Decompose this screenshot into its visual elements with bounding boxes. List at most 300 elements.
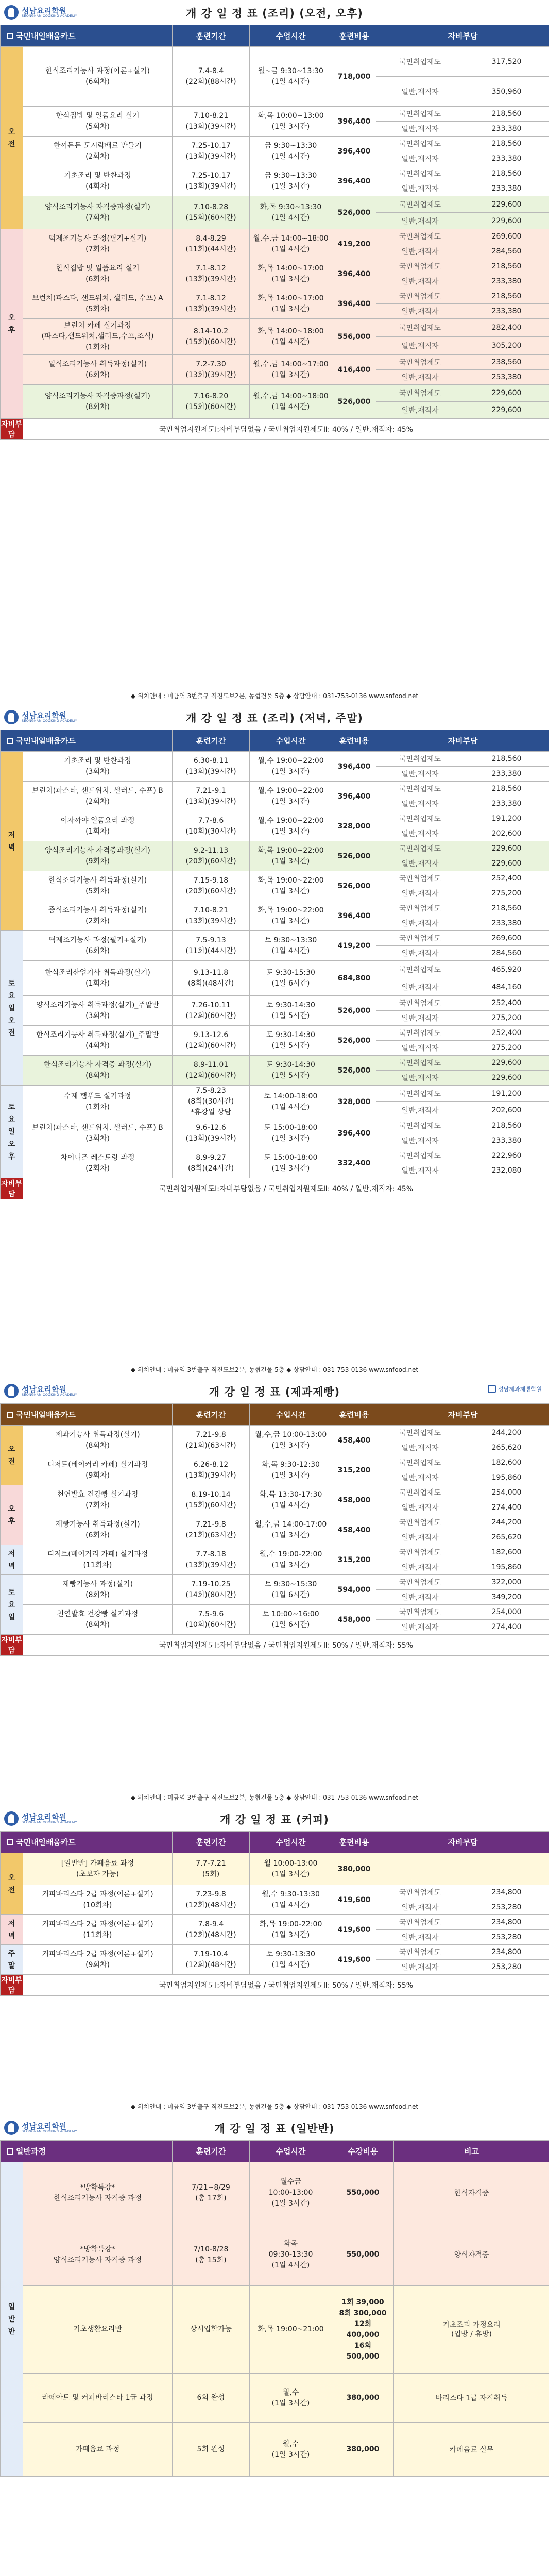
course-time: 화목 09:30-13:30 (1일 4시간): [250, 2224, 332, 2286]
checkbox-icon: [7, 1412, 13, 1418]
table-row: [1, 1118, 549, 1133]
pay-kind-a: 국민취업제도: [376, 319, 464, 337]
course-name[interactable]: 떡제조기능사 과정(필기+실기) (6회차): [23, 931, 173, 961]
pay-amount-b: 274,400: [464, 1620, 549, 1635]
pay-amount-a: 229,600: [464, 841, 549, 856]
brand-sub: SEONGNAM COOKING ACADEMY: [22, 719, 78, 723]
card-label: [1, 30, 172, 41]
card-label: [1, 735, 172, 746]
course-name[interactable]: 양식조리기능사 취득과정(실기)_주말반 (3회차): [23, 996, 173, 1026]
footer-text: 국민취업지원제도Ⅰ:자비부담없음 / 국민취업지원제도Ⅱ: 40% / 일반,재직자: 45%: [23, 419, 549, 440]
pay-kind-b: 일반,재직자: [376, 1163, 464, 1178]
header-note: 비고: [394, 2141, 549, 2162]
course-name[interactable]: 양식조리기능사 자격증과정(실기) (7회차): [23, 196, 173, 229]
schedule-table: [0, 25, 549, 440]
pay-kind-b: 일반,재직자: [376, 151, 464, 166]
table-row: [1, 2162, 549, 2224]
course-time: 월,수 19:00~22:00 (1일 3시간): [250, 811, 332, 841]
pay-amount-b: 275,200: [464, 1011, 549, 1026]
table-row: [1, 259, 549, 274]
course-time: 월,수 (1일 3시간): [250, 2423, 332, 2477]
session-label: 오 후: [1, 229, 23, 419]
pay-amount-a: 229,600: [464, 196, 549, 213]
header-time: 수업시간: [250, 25, 332, 47]
course-period: 7.10-8.21 (13회)(39시간): [173, 901, 250, 931]
course-name[interactable]: 떡제조기능사 과정(필기+실기) (7회차): [23, 229, 173, 259]
course-name[interactable]: 차이니즈 레스토랑 과정 (2회차): [23, 1148, 173, 1178]
header-time: 수업시간: [250, 730, 332, 752]
pay-amount-a: 218,560: [464, 166, 549, 181]
course-name[interactable]: [일반반] 카페음료 과정 (초보자 가능): [23, 1853, 173, 1885]
table-row: [1, 2374, 549, 2423]
course-time: 토 9:30~15:30 (1일 6시간): [250, 1575, 332, 1605]
footer-text: 국민취업지원제도Ⅰ:자비부담없음 / 국민취업지원제도Ⅱ: 40% / 일반,재직자: 45%: [23, 1178, 549, 1199]
pay-amount-a: 191,200: [464, 811, 549, 826]
course-name[interactable]: 제과기능사 취득과정(실기) (8회차): [23, 1426, 173, 1455]
pay-amount-b: 275,200: [464, 886, 549, 901]
pay-kind-a: 국민취업제도: [376, 931, 464, 946]
course-fee: 380,000: [332, 2423, 394, 2477]
right-brand-name: 성남제과제빵학원: [497, 1386, 542, 1393]
course-name[interactable]: 한식조리기능사 취득과정(실기) (5회차): [23, 871, 173, 901]
pay-amount-b: 233,380: [464, 122, 549, 137]
pay-amount-b: 233,380: [464, 916, 549, 931]
table-row: [1, 996, 549, 1011]
course-fee: 419,200: [332, 931, 376, 961]
course-name[interactable]: 기초생활요리반: [23, 2286, 173, 2374]
pay-amount-a: 218,560: [464, 259, 549, 274]
section-title-bar: [0, 1379, 549, 1403]
table-row: [1, 229, 549, 244]
brand-sub: SEONGNAM COOKING ACADEMY: [22, 1821, 78, 1824]
pay-kind-a: 국민취업제도: [376, 961, 464, 978]
table-row: [1, 841, 549, 856]
course-fee: 419,200: [332, 229, 376, 259]
brand-name: 성남요리학원: [22, 6, 66, 15]
pay-kind-a: 국민취업제도: [376, 229, 464, 244]
section-title: 개 강 일 정 표 (조리) (오전, 오후): [186, 7, 363, 20]
course-time: 월,수,금 10:00-13:00 (1일 3시간): [250, 1426, 332, 1455]
course-fee: 380,000: [332, 1853, 376, 1885]
card-text: 국민내일배움카드: [16, 736, 76, 745]
pay-amount-b: 233,380: [464, 181, 549, 196]
address-line: [0, 2573, 549, 2576]
course-note: 바리스타 1급 자격취득: [394, 2374, 549, 2423]
session-label: 주 말: [1, 1945, 23, 1975]
course-period: 7.5-9.6 (10회)(60시간): [173, 1605, 250, 1635]
course-fee: 526,000: [332, 996, 376, 1026]
card-text: 국민내일배움카드: [16, 31, 76, 41]
course-period: 5회 완성: [173, 2423, 250, 2477]
course-fee: 458,000: [332, 1605, 376, 1635]
pay-amount-a: 317,520: [464, 47, 549, 77]
pay-kind-b: 일반,재직자: [376, 946, 464, 961]
course-period: 7/21~8/29 (총 17회): [173, 2162, 250, 2224]
pay-kind-a: 국민취업제도: [376, 355, 464, 370]
course-name[interactable]: 한끼든든 도시락배료 만들기 (2회차): [23, 137, 173, 166]
course-period: 7.5-8.23 (8회)(30시간) *휴강일 상담: [173, 1086, 250, 1118]
table-row: [1, 1485, 549, 1500]
section-title: 개 강 일 정 표 (일반반): [214, 2123, 335, 2135]
card-text: 국민내일배움카드: [16, 1838, 76, 1847]
header-pay: 자비부담: [376, 730, 549, 752]
course-time: 토 9:30~13:30 (1일 4시간): [250, 931, 332, 961]
pay-kind-b: 일반,재직자: [376, 274, 464, 289]
course-name[interactable]: 카페음료 과정: [23, 2423, 173, 2477]
course-time: 토 15:00-18:00 (1일 3시간): [250, 1148, 332, 1178]
course-period: 7.21-9.8 (21회)(63시간): [173, 1515, 250, 1545]
checkbox-icon: [7, 738, 13, 744]
pay-kind-b: 일반,재직자: [376, 304, 464, 319]
course-name[interactable]: 양식조리기능사 자격증과정(실기) (9회차): [23, 841, 173, 871]
footer-row: [1, 1635, 549, 1656]
course-time: 금 9:30~13:30 (1일 4시간): [250, 137, 332, 166]
course-name[interactable]: 브런치(파스타, 샌드위치, 샐러드, 수프) B (2회차): [23, 782, 173, 811]
course-period: 9.6-12.6 (13회)(39시간): [173, 1118, 250, 1148]
course-period: 6.30-8.11 (13회)(39시간): [173, 752, 250, 782]
pay-amount-b: 229,600: [464, 213, 549, 229]
course-name[interactable]: 디저트(베이커리 카페) 실기과정 (9회차): [23, 1455, 173, 1485]
course-period: 8.9-9.27 (8회)(24시간): [173, 1148, 250, 1178]
table-row: [1, 1026, 549, 1041]
pay-amount-a: 218,560: [464, 901, 549, 916]
course-fee: 416,400: [332, 355, 376, 385]
table-row: [1, 107, 549, 122]
session-label: 토 요 일 오 전: [1, 931, 23, 1086]
course-period: 7.10-8.28 (15회)(60시간): [173, 196, 250, 229]
header-fee: 훈련비용: [332, 730, 376, 752]
course-name[interactable]: *방학특강* 한식조리기능사 자격증 과정: [23, 2162, 173, 2224]
table-row: [1, 901, 549, 916]
course-name[interactable]: 천연발효 건강빵 실기과정 (7회차): [23, 1485, 173, 1515]
course-name[interactable]: 수제 햄푸드 실기과정 (1회차): [23, 1086, 173, 1118]
header-time: 수업시간: [250, 1832, 332, 1853]
course-fee: 396,400: [332, 901, 376, 931]
header-fee: 수강비용: [332, 2141, 394, 2162]
section-title-bar: [0, 2115, 549, 2140]
course-time: 화,목 14:00~17:00 (1일 3시간): [250, 259, 332, 289]
session-label: 토 요 일 오 후: [1, 1086, 23, 1178]
table-row: [1, 289, 549, 304]
course-time: 월,수,금 14:00~18:00 (1일 4시간): [250, 229, 332, 259]
header-time: 수업시간: [250, 1404, 332, 1426]
pay-amount-a: 218,560: [464, 107, 549, 122]
pay-amount-b: 274,400: [464, 1500, 549, 1515]
course-name[interactable]: *방학특강* 양식조리기능사 자격증 과정: [23, 2224, 173, 2286]
pay-amount-a: 218,560: [464, 752, 549, 767]
course-name[interactable]: 커피바리스타 2급 과정(이론+실기) (11회차): [23, 1915, 173, 1945]
course-fee: 550,000: [332, 2224, 394, 2286]
table-row: [1, 2286, 549, 2374]
pay-kind-a: 국민취업제도: [376, 259, 464, 274]
pay-kind-a: 국민취업제도: [376, 1545, 464, 1560]
pay-kind-b: 일반,재직자: [376, 1620, 464, 1635]
course-period: 7.16-8.20 (15회)(60시간): [173, 385, 250, 419]
header-time: 수업시간: [250, 2141, 332, 2162]
course-name[interactable]: 브런치(파스타, 샌드위치, 샐러드, 수프) A (5회차): [23, 289, 173, 319]
course-name[interactable]: 한식집밥 및 일품요리 실기 (6회차): [23, 259, 173, 289]
course-time: 화,목 14:00~17:00 (1일 3시간): [250, 289, 332, 319]
session-label: 오 전: [1, 1426, 23, 1485]
pay-kind-b: 일반,재직자: [376, 767, 464, 782]
pay-amount-b: 229,600: [464, 856, 549, 871]
pay-amount-a: 234,800: [464, 1885, 549, 1900]
pay-amount-b: 284,560: [464, 244, 549, 259]
course-note: 한식자격증: [394, 2162, 549, 2224]
course-time: 토 10:00~16:00 (1일 6시간): [250, 1605, 332, 1635]
pay-kind-b: 일반,재직자: [376, 370, 464, 385]
course-period: 7.25-10.17 (13회)(39시간): [173, 137, 250, 166]
pay-amount-a: 252,400: [464, 871, 549, 886]
course-period: 6.26-8.12 (13회)(39시간): [173, 1455, 250, 1485]
course-period: 9.13-12.6 (12회)(60시간): [173, 1026, 250, 1056]
pay-amount-a: 244,200: [464, 1515, 549, 1530]
session-label: 오 후: [1, 1485, 23, 1545]
course-name[interactable]: 디저트(베이커리 카페) 실기과정 (11회차): [23, 1545, 173, 1575]
pay-amount-b: 229,600: [464, 402, 549, 419]
pay-amount-b: 253,280: [464, 1930, 549, 1945]
course-time: 월,수,금 14:00~17:00 (1일 3시간): [250, 355, 332, 385]
course-time: 토 9:30-13:30 (1일 4시간): [250, 1945, 332, 1975]
checkbox-icon: [7, 2148, 13, 2155]
table-row: [1, 1545, 549, 1560]
course-name[interactable]: 한식집밥 및 일품요리 실기 (5회차): [23, 107, 173, 137]
table-row: [1, 1575, 549, 1590]
pay-amount-b: 195,860: [464, 1560, 549, 1575]
course-fee: 458,000: [332, 1485, 376, 1515]
general-table: [0, 2140, 549, 2477]
course-name[interactable]: 제빵기능사 취득과정(실기) (6회차): [23, 1515, 173, 1545]
pay-amount-b: 232,080: [464, 1163, 549, 1178]
course-name[interactable]: 브런치(파스타, 샌드위치, 샐러드, 수프) B (3회차): [23, 1118, 173, 1148]
course-period: 8.19-10.14 (15회)(60시간): [173, 1485, 250, 1515]
pay-amount-b: 265,620: [464, 1440, 549, 1455]
course-time: 토 9:30-14:30 (1일 5시간): [250, 996, 332, 1026]
course-note: 카페음료 실무: [394, 2423, 549, 2477]
pay-kind-a: 국민취업제도: [376, 137, 464, 151]
pay-amount-a: 234,800: [464, 1915, 549, 1930]
table-row: [1, 1885, 549, 1900]
checkbox-icon: [7, 1839, 13, 1845]
pay-amount-a: 269,600: [464, 931, 549, 946]
course-name[interactable]: 한식조리산업기사 취득과정(실기) (1회차): [23, 961, 173, 996]
course-period: 8.4-8.29 (11회)(44시간): [173, 229, 250, 259]
pay-amount-b: 253,280: [464, 1900, 549, 1915]
footer-label: 자비부담: [1, 419, 23, 440]
pay-amount-b: 233,380: [464, 796, 549, 811]
pay-amount-a: 218,560: [464, 289, 549, 304]
course-fee: 396,400: [332, 107, 376, 137]
pay-kind-b: 일반,재직자: [376, 1930, 464, 1945]
session-label: 일 반 반: [1, 2162, 23, 2477]
course-name[interactable]: 브런치 카페 실기과정 (파스타,샌드위치,샐러드,수프,조식) (1회차): [23, 319, 173, 355]
pay-kind-b: 일반,재직자: [376, 886, 464, 901]
pay-amount-b: 349,200: [464, 1590, 549, 1605]
checkbox-icon: [7, 33, 13, 39]
course-name[interactable]: 커피바리스타 2급 과정(이론+실기) (9회차): [23, 1945, 173, 1975]
pay-kind-a: 국민취업제도: [376, 1515, 464, 1530]
footer-row: [1, 1178, 549, 1199]
pay-amount-b: 284,560: [464, 946, 549, 961]
brand-name: 성남요리학원: [22, 1385, 66, 1394]
pay-kind-a: 국민취업제도: [376, 1056, 464, 1071]
table-row: [1, 1853, 549, 1885]
course-period: 7.19-10.4 (12회)(48시간): [173, 1945, 250, 1975]
course-period: 7.4-8.4 (22회)(88시간): [173, 47, 250, 107]
course-fee: 396,400: [332, 259, 376, 289]
pay-kind-a: 국민취업제도: [376, 841, 464, 856]
pay-kind-b: 일반,재직자: [376, 1102, 464, 1118]
course-period: 7.8-9.4 (12회)(48시간): [173, 1915, 250, 1945]
course-fee: 718,000: [332, 47, 376, 107]
course-period: 7.1-8.12 (13회)(39시간): [173, 289, 250, 319]
course-fee: 526,000: [332, 196, 376, 229]
course-name[interactable]: 라떼아트 및 커피바리스타 1급 과정: [23, 2374, 173, 2423]
pay-kind-b: 일반,재직자: [376, 77, 464, 107]
course-period: 7.19-10.25 (14회)(80시간): [173, 1575, 250, 1605]
pay-kind-a: 국민취업제도: [376, 196, 464, 213]
table-row: [1, 385, 549, 402]
pay-kind-b: 일반,재직자: [376, 1041, 464, 1056]
table-row: [1, 1148, 549, 1163]
pay-amount-a: 282,400: [464, 319, 549, 337]
course-name[interactable]: 커피바리스타 2급 과정(이론+실기) (10회차): [23, 1885, 173, 1915]
pay-amount-b: 233,380: [464, 767, 549, 782]
course-time: 화,목 9:30-12:30 (1일 3시간): [250, 1455, 332, 1485]
session-label: 오 전: [1, 47, 23, 229]
brand-sub: SEONGNAM COOKING ACADEMY: [22, 14, 78, 18]
course-name[interactable]: 중식조리기능사 취득과정(실기) (2회차): [23, 901, 173, 931]
pay-kind-a: 국민취업제도: [376, 752, 464, 767]
header-row: [1, 730, 549, 752]
course-period: 7.23-9.8 (12회)(48시간): [173, 1885, 250, 1915]
pay-amount-a: 222,960: [464, 1148, 549, 1163]
course-name[interactable]: 한식조리기능사 과정(이론+실기) (6회차): [23, 47, 173, 107]
course-name[interactable]: 일식조리기능사 취득과정(실기) (6회차): [23, 355, 173, 385]
pay-kind-b: 일반,재직자: [376, 916, 464, 931]
pay-amount-a: 182,600: [464, 1455, 549, 1470]
pay-amount-b: 195,860: [464, 1470, 549, 1485]
pay-amount-b: 253,280: [464, 1960, 549, 1975]
pay-amount-a: 218,560: [464, 1118, 549, 1133]
header-card: [1, 730, 173, 752]
pay-amount-a: 218,560: [464, 782, 549, 796]
pay-kind-b: 일반,재직자: [376, 796, 464, 811]
course-period: 7.21-9.1 (13회)(39시간): [173, 782, 250, 811]
course-period: 7/10-8/28 (총 15회): [173, 2224, 250, 2286]
course-fee: 419,600: [332, 1885, 376, 1915]
session-label: 토 요 일: [1, 1575, 23, 1635]
course-name[interactable]: 제빵기능사 과정(실기) (8회차): [23, 1575, 173, 1605]
section-title-bar: [0, 1806, 549, 1831]
course-fee: 315,200: [332, 1545, 376, 1575]
course-period: 6회 완성: [173, 2374, 250, 2423]
brand-name: 성남요리학원: [22, 2122, 66, 2131]
course-note: 기초조리 가정요리 (입방 / 휴방): [394, 2286, 549, 2374]
header-period: 훈련기간: [173, 730, 250, 752]
pay-kind-a: 국민취업제도: [376, 1118, 464, 1133]
table-row: [1, 355, 549, 370]
course-fee: 328,000: [332, 811, 376, 841]
header-fee: 훈련비용: [332, 25, 376, 47]
pay-kind-b: 일반,재직자: [376, 1500, 464, 1515]
header-row: [1, 1404, 549, 1426]
pay-kind-a: 국민취업제도: [376, 385, 464, 402]
course-time: 월~금 9:30~13:30 (1일 4시간): [250, 47, 332, 107]
table-row: [1, 2423, 549, 2477]
card-text: 일반과정: [16, 2147, 46, 2156]
course-period: 7.1-8.12 (13회)(39시간): [173, 259, 250, 289]
pay-kind-b: 일반,재직자: [376, 1560, 464, 1575]
table-row: [1, 166, 549, 181]
table-row: [1, 871, 549, 886]
section-title-bar: [0, 705, 549, 730]
section-title: 개 강 일 정 표 (조리) (저녁, 주말): [186, 712, 363, 724]
course-fee: 526,000: [332, 1056, 376, 1086]
course-name[interactable]: 한식조리기능사 자격증 과정(실기) (8회차): [23, 1056, 173, 1086]
course-name[interactable]: 기초조리 및 반찬과정 (4회차): [23, 166, 173, 196]
pay-kind-b: 일반,재직자: [376, 122, 464, 137]
schedule-table: [0, 1831, 549, 1996]
address-line: ◆ 위치안내 : 미금역 3번출구 직진도보2분, 농협건물 5층 ◆ 상담안내 : 031-753-0136 www.snfood.net: [130, 1366, 419, 1374]
course-fee: 315,200: [332, 1455, 376, 1485]
pay-amount-b: 305,200: [464, 337, 549, 355]
pay-kind-a: 국민취업제도: [376, 1605, 464, 1620]
course-name[interactable]: 이자까야 일품요리 과정 (1회차): [23, 811, 173, 841]
pay-kind-a: 국민취업제도: [376, 107, 464, 122]
course-name[interactable]: 한식조리기능사 취득과정(실기)_주말반 (4회차): [23, 1026, 173, 1056]
pay-kind-a: 국민취업제도: [376, 1945, 464, 1960]
course-time: 토 9:30-15:30 (1일 6시간): [250, 961, 332, 996]
course-time: 화,목 9:30~13:30 (1일 4시간): [250, 196, 332, 229]
pay-kind-a: 국민취업제도: [376, 1426, 464, 1440]
course-time: 화,목 13:30-17:30 (1일 4시간): [250, 1485, 332, 1515]
right-brand-logo: [488, 1385, 542, 1393]
course-time: 월,수 19:00-22:00 (1일 3시간): [250, 1545, 332, 1575]
table-row: [1, 1605, 549, 1620]
table-row: [1, 2224, 549, 2286]
course-time: 월,수,금 14:00-17:00 (1일 3시간): [250, 1515, 332, 1545]
course-name[interactable]: 천연발효 건강빵 실기과정 (8회차): [23, 1605, 173, 1635]
card-label: [1, 1837, 172, 1848]
course-period: 7.10-8.21 (13회)(39시간): [173, 107, 250, 137]
brand-name: 성남요리학원: [22, 1812, 66, 1822]
section-title: 개 강 일 정 표 (제과제빵): [209, 1386, 340, 1398]
footer-text: 국민취업지원제도Ⅰ:자비부담없음 / 국민취업지원제도Ⅱ: 50% / 일반,재직자: 55%: [23, 1975, 549, 1996]
course-name[interactable]: 기초조리 및 반찬과정 (3회차): [23, 752, 173, 782]
pay-amount-a: 191,200: [464, 1086, 549, 1102]
pay-amount-b: 233,380: [464, 1133, 549, 1148]
pay-kind-a: 국민취업제도: [376, 811, 464, 826]
schedule-table: [0, 1403, 549, 1656]
course-fee: 684,800: [332, 961, 376, 996]
course-time: 월,수 19:00~22:00 (1일 3시간): [250, 752, 332, 782]
course-period: 7.2-7.30 (13회)(39시간): [173, 355, 250, 385]
course-period: 9.13-11.8 (8회)(48시간): [173, 961, 250, 996]
pay-kind-b: 일반,재직자: [376, 1440, 464, 1455]
course-time: 화,목 19:00~21:00: [250, 2286, 332, 2374]
table-row: [1, 1915, 549, 1930]
pay-amount-b: 202,600: [464, 826, 549, 841]
header-pay: 자비부담: [376, 1404, 549, 1426]
table-row: [1, 1945, 549, 1960]
course-name[interactable]: 양식조리기능사 자격증과정(실기) (8회차): [23, 385, 173, 419]
course-period: 7.26-10.11 (12회)(60시간): [173, 996, 250, 1026]
pay-kind-b: 일반,재직자: [376, 978, 464, 996]
pay-amount-a: 234,800: [464, 1945, 549, 1960]
course-fee: 556,000: [332, 319, 376, 355]
pay-kind-b: 일반,재직자: [376, 1900, 464, 1915]
